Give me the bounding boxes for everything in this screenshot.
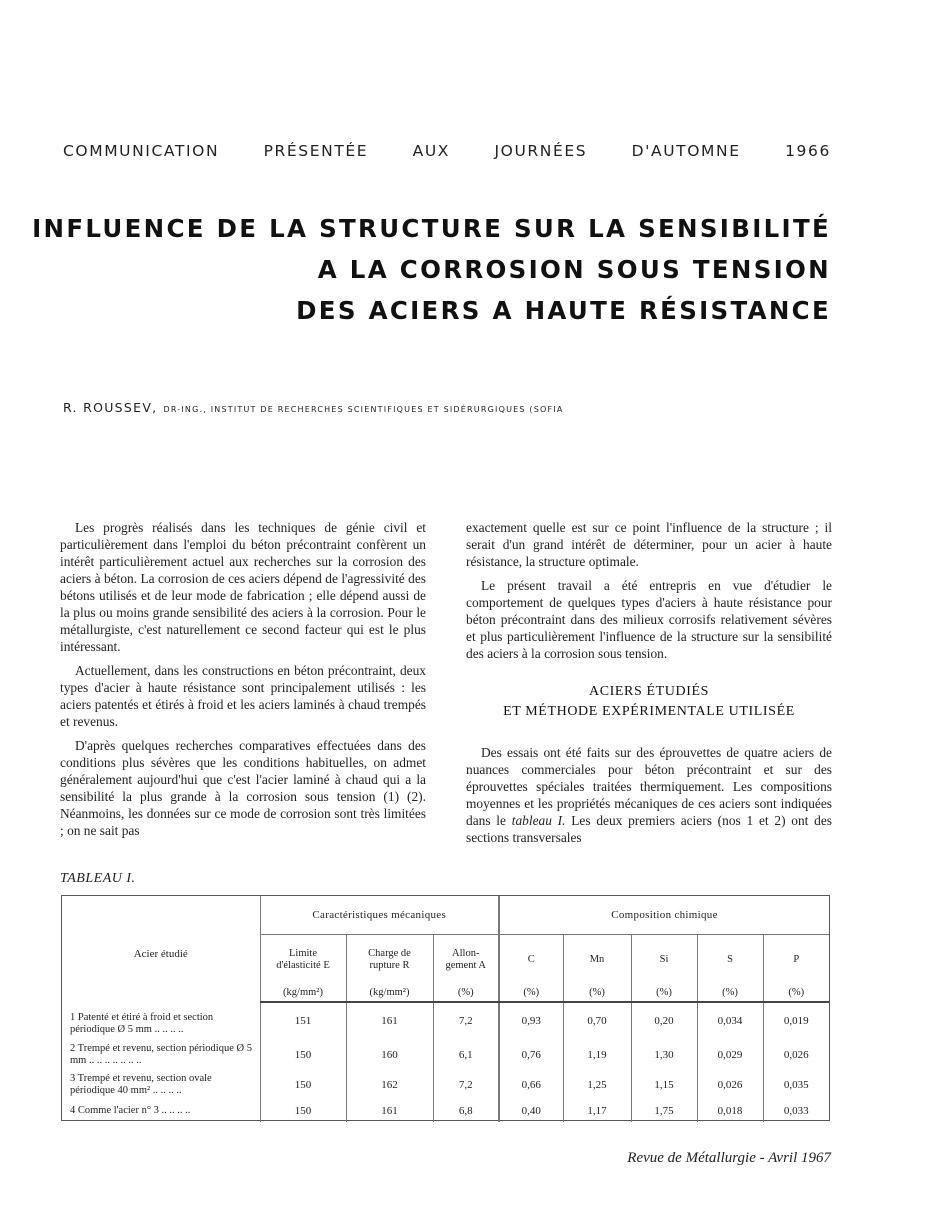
row-label: 4 Comme l'acier n° 3 .. .. .. .. <box>70 1104 191 1116</box>
cell: 0,019 <box>763 1002 829 1040</box>
col-header-s: S <box>697 935 763 985</box>
conference-word: D'AUTOMNE <box>631 142 741 160</box>
table-row <box>62 1070 829 1100</box>
text-column-right <box>466 519 832 853</box>
cell: 1,30 <box>631 1040 697 1070</box>
cell: 161 <box>346 1002 433 1040</box>
row-label: 1 Patenté et étiré à froid et section périodique Ø 5 mm .. .. .. .. <box>70 1011 214 1035</box>
cell: 160 <box>346 1040 433 1070</box>
cell: 0,20 <box>631 1002 697 1040</box>
text-column-left <box>60 519 426 846</box>
paragraph: Actuellement, dans les constructions en béton précontraint, deux types d'acier à haute résistance sont principalement utilisés : les aciers patentés et étirés à froid et les aciers laminés à chaud trempés et revenus. <box>60 663 426 729</box>
cell: 150 <box>260 1040 346 1070</box>
table-frame <box>61 895 830 1121</box>
title-line: INFLUENCE DE LA STRUCTURE SUR LA SENSIBILITÉ <box>32 214 831 243</box>
author-affiliation: DR-ING., INSTITUT DE RECHERCHES SCIENTIFIQUES ET SIDÉRURGIQUES (SOFIA <box>163 405 564 414</box>
cell: 151 <box>260 1002 346 1040</box>
paragraph <box>466 744 832 846</box>
cell: 0,026 <box>697 1070 763 1100</box>
cell: 0,026 <box>763 1040 829 1070</box>
unit-charge: (kg/mm²) <box>346 985 433 1002</box>
table-row <box>62 1040 829 1070</box>
cell: 1,19 <box>563 1040 631 1070</box>
unit-c: (%) <box>499 985 563 1002</box>
cell: 0,66 <box>499 1070 563 1100</box>
cell: 150 <box>260 1100 346 1122</box>
conference-header <box>63 142 831 160</box>
section-heading <box>466 682 832 722</box>
title-line: A LA CORROSION SOUS TENSION <box>317 255 831 284</box>
cell: 1,17 <box>563 1100 631 1122</box>
table-caption: TABLEAU I. <box>60 871 136 886</box>
conference-word: COMMUNICATION <box>63 142 220 160</box>
col-header-limite: Limite d'élasticité E <box>260 935 346 985</box>
cell: 0,40 <box>499 1100 563 1122</box>
unit-s: (%) <box>697 985 763 1002</box>
col-header-c: C <box>499 935 563 985</box>
row-label: 3 Trempé et revenu, section ovale périodique 40 mm² .. .. .. .. <box>70 1072 212 1096</box>
unit-allongement: (%) <box>433 985 499 1002</box>
col-header-si: Si <box>631 935 697 985</box>
table-row <box>62 1002 829 1040</box>
cell: 7,2 <box>433 1002 499 1040</box>
col-header-mn: Mn <box>563 935 631 985</box>
unit-si: (%) <box>631 985 697 1002</box>
row-label: 2 Trempé et revenu, section périodique Ø 5 mm .. .. .. .. .. .. .. <box>70 1042 252 1066</box>
conference-word: AUX <box>412 142 451 160</box>
cell: 0,029 <box>697 1040 763 1070</box>
group-header-chimique: Composition chimique <box>499 896 829 935</box>
cell: 1,75 <box>631 1100 697 1122</box>
paragraph-continued: exactement quelle est sur ce point l'influence de la structure ; il serait d'un grand intérêt de déterminer, pour un acier à haute résistance, la structure optimale. <box>466 520 832 569</box>
paragraph-text: Des essais ont été faits sur des éprouvettes de quatre aciers de nuances commerciales pour béton précontraint et sur des éprouvettes spéciales traitées thermiquement. Les compositions moyennes et les propriétés mécaniques de ces aciers sont indiquées dans le <box>466 745 832 828</box>
unit-mn: (%) <box>563 985 631 1002</box>
journal-footer: Revue de Métallurgie - Avril 1967 <box>627 1150 831 1166</box>
section-heading-line: ET MÉTHODE EXPÉRIMENTALE UTILISÉE <box>503 704 795 719</box>
cell: 0,93 <box>499 1002 563 1040</box>
cell: 161 <box>346 1100 433 1122</box>
paragraph: D'après quelques recherches comparatives effectuées dans des conditions plus sévères que les conditions habituelles, on admet généralement aujourd'hui que c'est l'acier laminé à chaud qui a la sensibilité la plus grande à la corrosion sous tension (1) (2). Néanmoins, les données sur ce mode de corrosion sont très limitées ; on ne sait pas <box>60 738 426 838</box>
article-title <box>32 208 831 331</box>
data-table <box>62 896 829 1122</box>
paragraph: Les progrès réalisés dans les techniques de génie civil et particulièrement dans l'emploi du béton précontraint confèrent un intérêt particulièrement actuel aux recherches sur la corrosion des aciers à béton. La corrosion de ces aciers dépend de l'agressivité des bétons utilisés et de leur mode de fabrication ; elle dépend aussi de la plus ou moins grande sensibilité des aciers à la corrosion. Pour le métallurgiste, c'est naturellement ce second facteur qui est le plus intéressant. <box>60 520 426 654</box>
section-heading-line: ACIERS ÉTUDIÉS <box>588 684 709 699</box>
unit-limite: (kg/mm²) <box>260 985 346 1002</box>
cell: 0,76 <box>499 1040 563 1070</box>
cell: 1,25 <box>563 1070 631 1100</box>
col-header-charge: Charge de rupture R <box>346 935 433 985</box>
paragraph: Le présent travail a été entrepris en vue d'étudier le comportement de quelques types d'aciers à haute résistance pour béton précontraint dans des milieux corrosifs relativement sévères et plus particulièrement l'influence de la structure sur la sensibilité des aciers à la corrosion sous tension. <box>466 578 832 661</box>
cell: 0,033 <box>763 1100 829 1122</box>
cell: 6,8 <box>433 1100 499 1122</box>
cell: 6,1 <box>433 1040 499 1070</box>
col-header-acier: Acier étudié <box>133 947 188 960</box>
col-header-allongement: Allon-gement A <box>433 935 499 985</box>
cell: 0,70 <box>563 1002 631 1040</box>
unit-p: (%) <box>763 985 829 1002</box>
table-reference: tableau I. <box>511 813 566 828</box>
cell: 1,15 <box>631 1070 697 1100</box>
author-name: R. ROUSSEV, <box>63 400 158 415</box>
conference-word: JOURNÉES <box>494 142 588 160</box>
table-row <box>62 1100 829 1122</box>
author-line <box>63 397 564 416</box>
conference-word: 1966 <box>785 142 831 160</box>
title-line: DES ACIERS A HAUTE RÉSISTANCE <box>296 296 831 325</box>
cell: 162 <box>346 1070 433 1100</box>
cell: 0,035 <box>763 1070 829 1100</box>
cell: 0,034 <box>697 1002 763 1040</box>
paragraph-text: Les deux premiers aciers (nos 1 et 2) ont des sections transversales <box>466 813 832 845</box>
group-header-mecanique: Caractéristiques mécaniques <box>260 896 499 935</box>
cell: 7,2 <box>433 1070 499 1100</box>
cell: 0,018 <box>697 1100 763 1122</box>
cell: 150 <box>260 1070 346 1100</box>
conference-word: PRÉSENTÉE <box>263 142 369 160</box>
col-header-p: P <box>763 935 829 985</box>
